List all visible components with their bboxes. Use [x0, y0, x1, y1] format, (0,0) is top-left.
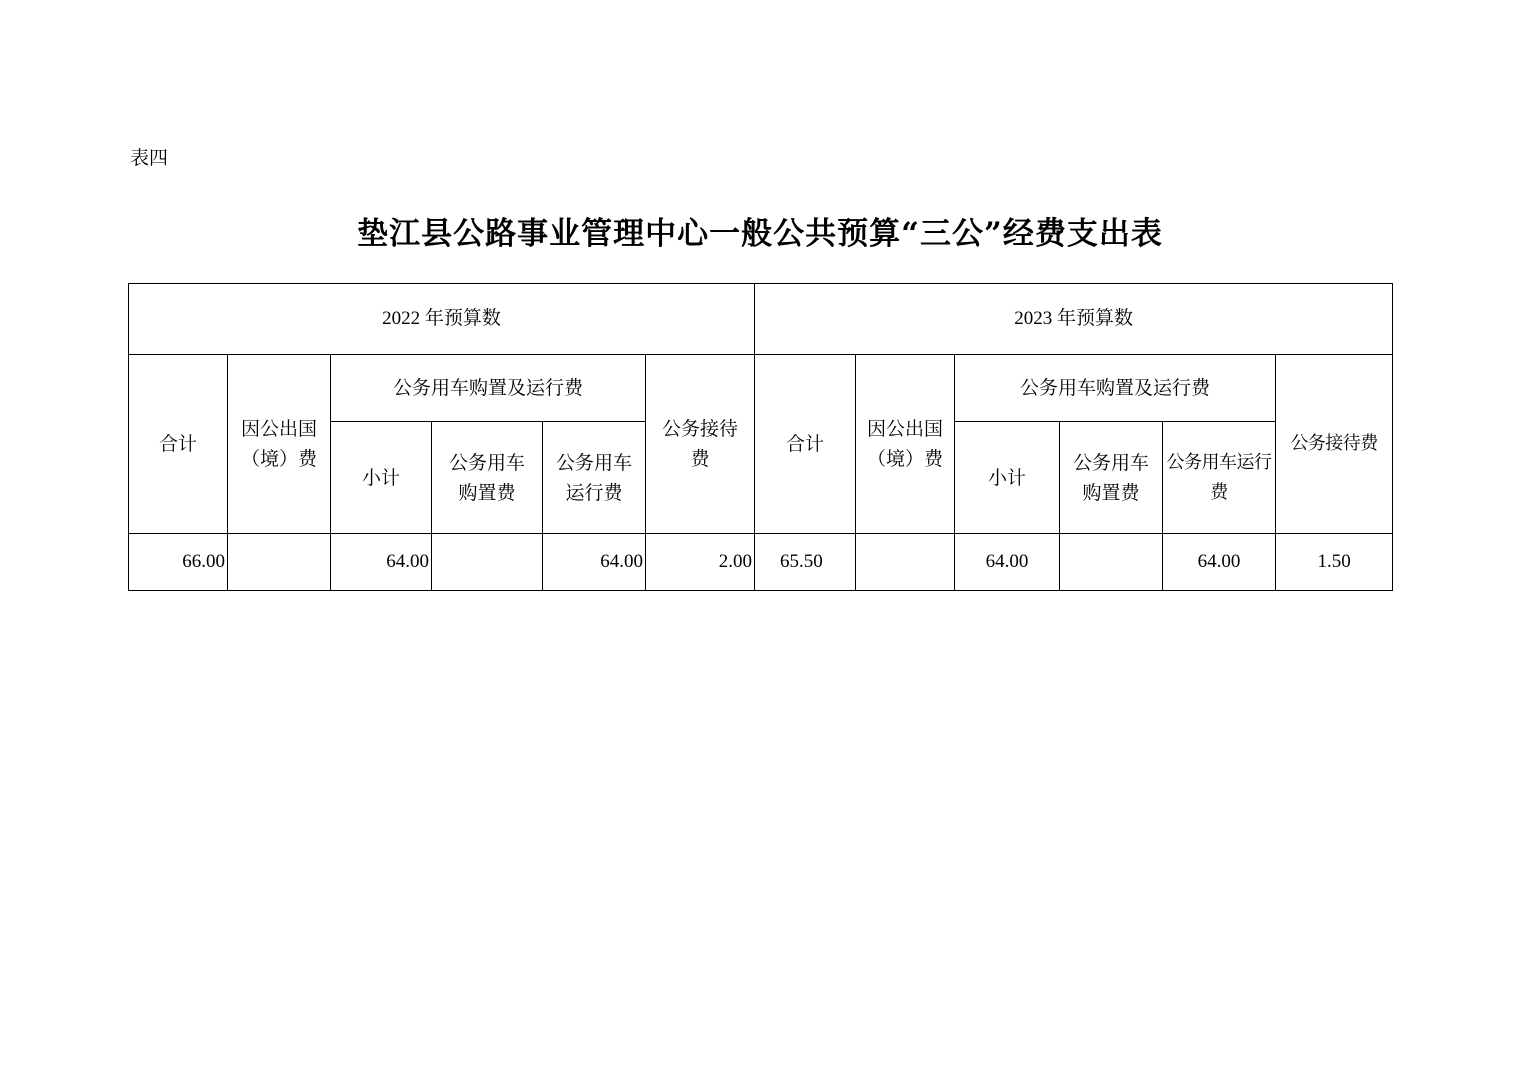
- reception-value-2023: 1.50: [1276, 534, 1393, 591]
- table-label: 表四: [130, 147, 169, 169]
- abroad-header-2022: 因公出国（境）费: [228, 355, 331, 534]
- budget-table: [128, 283, 1393, 591]
- abroad-value-2022: [228, 534, 331, 591]
- total-value-2022: 66.00: [129, 534, 228, 591]
- total-header-2022: 合计: [129, 355, 228, 534]
- vehicle-purchase-value-2022: [432, 534, 543, 591]
- subtotal-value-2023: 64.00: [955, 534, 1060, 591]
- subtotal-header-2022: 小计: [331, 422, 432, 534]
- vehicle-group-header-2023: 公务用车购置及运行费: [955, 355, 1276, 422]
- category-header-row: [129, 355, 1393, 422]
- page-title: 垫江县公路事业管理中心一般公共预算“三公”经费支出表: [357, 216, 1163, 252]
- vehicle-group-header-2022: 公务用车购置及运行费: [331, 355, 646, 422]
- vehicle-running-header-2022: 公务用车运行费: [543, 422, 646, 534]
- year-header-row: [129, 284, 1393, 355]
- reception-header-2023: 公务接待费: [1276, 355, 1393, 534]
- vehicle-purchase-header-2023: 公务用车购置费: [1060, 422, 1163, 534]
- total-header-2023: 合计: [755, 355, 856, 534]
- vehicle-running-header-2023: 公务用车运行费: [1163, 422, 1276, 534]
- year-2023-header: 2023 年预算数: [755, 284, 1393, 355]
- abroad-value-2023: [856, 534, 955, 591]
- year-2022-header: 2022 年预算数: [129, 284, 755, 355]
- reception-header-2022: 公务接待费: [646, 355, 755, 534]
- vehicle-purchase-value-2023: [1060, 534, 1163, 591]
- total-value-2023: 65.50: [755, 534, 856, 591]
- vehicle-purchase-header-2022: 公务用车购置费: [432, 422, 543, 534]
- subtotal-header-2023: 小计: [955, 422, 1060, 534]
- abroad-header-2023: 因公出国（境）费: [856, 355, 955, 534]
- reception-value-2022: 2.00: [646, 534, 755, 591]
- table-row: [129, 534, 1393, 591]
- vehicle-running-value-2023: 64.00: [1163, 534, 1276, 591]
- vehicle-running-value-2022: 64.00: [543, 534, 646, 591]
- subtotal-value-2022: 64.00: [331, 534, 432, 591]
